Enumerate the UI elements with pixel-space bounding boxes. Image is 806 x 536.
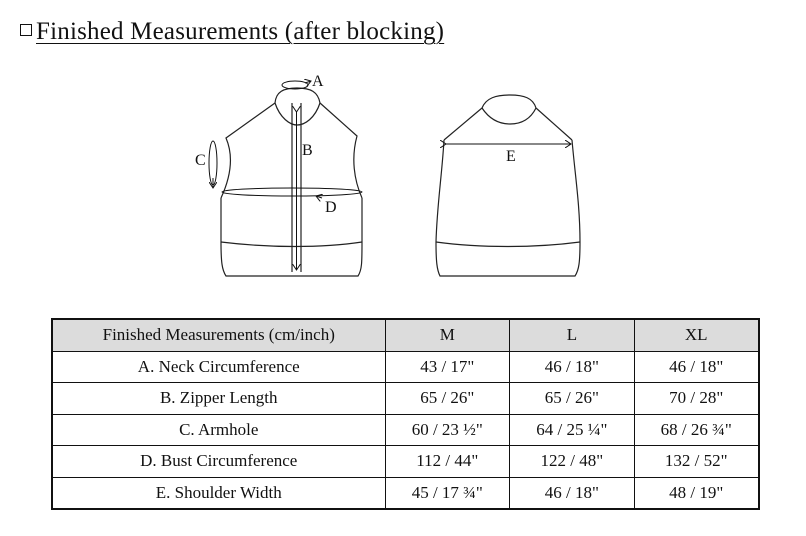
cell-m: 112 / 44" [385, 446, 510, 478]
label-b: B [302, 142, 313, 159]
cell-l: 65 / 26" [510, 383, 635, 415]
header-size-l: L [510, 319, 635, 351]
label-a: A [312, 73, 324, 90]
table-row [52, 351, 759, 383]
back-vest-drawing [436, 95, 580, 276]
cell-xl: 48 / 19" [634, 477, 759, 509]
header-size-xl: XL [634, 319, 759, 351]
cell-xl: 46 / 18" [634, 351, 759, 383]
cell-m: 65 / 26" [385, 383, 510, 415]
measure-c-indicator [209, 141, 217, 188]
header-size-m: M [385, 319, 510, 351]
cell-m: 43 / 17" [385, 351, 510, 383]
table-row [52, 477, 759, 509]
label-d: D [325, 199, 337, 216]
row-label: E. Shoulder Width [52, 477, 385, 509]
header-label: Finished Measurements (cm/inch) [52, 319, 385, 351]
cell-xl: 132 / 52" [634, 446, 759, 478]
cell-l: 122 / 48" [510, 446, 635, 478]
table-header-row [52, 319, 759, 351]
label-e: E [506, 148, 516, 165]
cell-m: 60 / 23 ½" [385, 414, 510, 446]
row-label: C. Armhole [52, 414, 385, 446]
row-label: D. Bust Circumference [52, 446, 385, 478]
measurements-table [51, 318, 760, 510]
cell-m: 45 / 17 ¾" [385, 477, 510, 509]
cell-xl: 68 / 26 ¾" [634, 414, 759, 446]
title-text: Finished Measurements (after blocking) [36, 18, 445, 45]
label-c: C [195, 152, 206, 169]
cell-l: 64 / 25 ¼" [510, 414, 635, 446]
table-row [52, 383, 759, 415]
row-label: B. Zipper Length [52, 383, 385, 415]
cell-l: 46 / 18" [510, 351, 635, 383]
cell-xl: 70 / 28" [634, 383, 759, 415]
row-label: A. Neck Circumference [52, 351, 385, 383]
table-row [52, 446, 759, 478]
cell-l: 46 / 18" [510, 477, 635, 509]
front-vest-drawing [221, 88, 362, 276]
table-row [52, 414, 759, 446]
